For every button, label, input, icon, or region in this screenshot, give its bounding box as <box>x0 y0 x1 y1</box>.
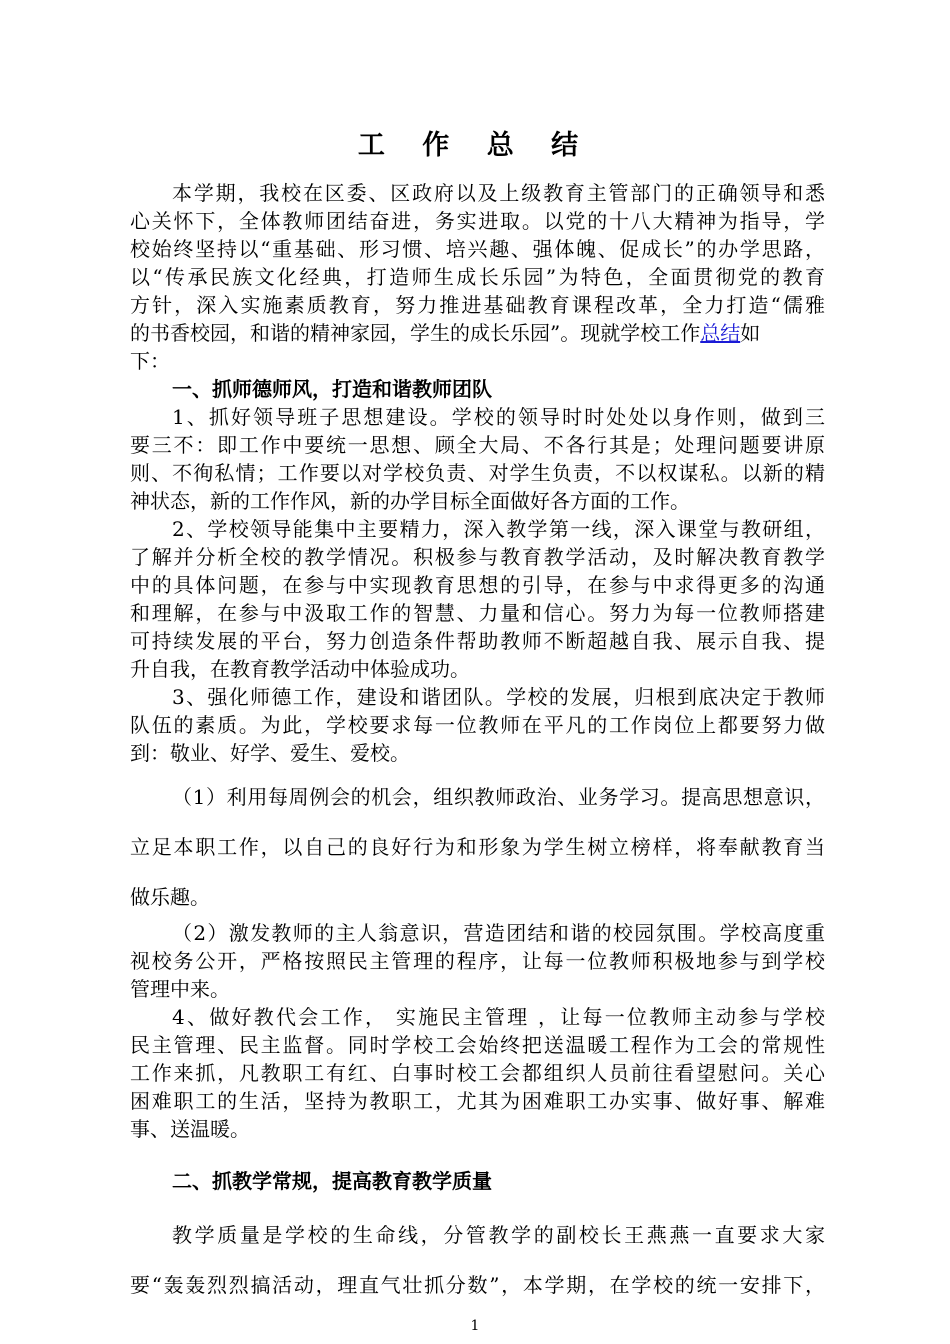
paragraph-line: 则、不徇私情；工作要以对学校负责、对学生负责，不以权谋私。以新的精 <box>130 461 825 485</box>
paragraph-line: 中的具体问题，在参与中实现教育思想的引导，在参与中求得更多的沟通 <box>130 573 825 597</box>
paragraph-line: 升自我，在教育教学活动中体验成功。 <box>130 657 470 681</box>
paragraph-line: 校始终坚持以“重基础、形习惯、培兴趣、强体魄、促成长”的办学思路， <box>130 237 825 261</box>
paragraph-line: 教学质量是学校的生命线，分管教学的副校长王燕燕一直要求大家 <box>172 1223 825 1247</box>
paragraph-line: 困难职工的生活，坚持为教职工，尤其为困难职工办实事、做好事、解难 <box>130 1089 825 1113</box>
paragraph-text: 如 <box>740 321 761 345</box>
paragraph-line: 工作来抓，凡教职工有红、白事时校工会都组织人员前往看望慰问。关心 <box>130 1061 825 1085</box>
paragraph-line: （2）激发教师的主人翁意识，营造团结和谐的校园氛围。学校高度重 <box>172 921 825 945</box>
paragraph-line: 要“轰轰烈烈搞活动，理直气壮抓分数”，本学期，在学校的统一安排下， <box>130 1273 825 1297</box>
paragraph-line: 以“传承民族文化经典，打造师生成长乐园”为特色，全面贯彻党的教育 <box>130 265 825 289</box>
paragraph-line: 立足本职工作，以自己的良好行为和形象为学生树立榜样，将奉献教育当 <box>130 835 825 859</box>
summary-link[interactable]: 总结 <box>700 321 741 345</box>
paragraph-line: 可持续发展的平台，努力创造条件帮助教师不断超越自我、展示自我、提 <box>130 629 825 653</box>
document-title: 工 作 总 结 <box>357 130 593 161</box>
paragraph-line: 和理解，在参与中汲取工作的智慧、力量和信心。努力为每一位教师搭建 <box>130 601 825 625</box>
paragraph-line: 队伍的素质。为此，学校要求每一位教师在平凡的工作岗位上都要努力做 <box>130 713 825 737</box>
paragraph-line: 到：敬业、好学、爱生、爱校。 <box>130 741 410 765</box>
paragraph-line: 做乐趣。 <box>130 885 210 909</box>
page-number: 1 <box>470 1318 480 1334</box>
paragraph-line: 心关怀下，全体教师团结奋进，务实进取。以党的十八大精神为指导，学 <box>130 209 825 233</box>
paragraph-line: 方针，深入实施素质教育，努力推进基础教育课程改革，全力打造“儒雅 <box>130 293 825 317</box>
paragraph-line: 视校务公开，严格按照民主管理的程序，让每一位教师积极地参与到学校 <box>130 949 825 973</box>
paragraph-line: 管理中来。 <box>130 977 230 1001</box>
paragraph-text: 的书香校园，和谐的精神家园，学生的成长乐园”。现就学校工作 <box>130 321 701 345</box>
paragraph-line: 3、强化师德工作，建设和谐团队。学校的发展，归根到底决定于教师 <box>172 685 825 709</box>
paragraph-line: 了解并分析全校的教学情况。积极参与教育教学活动，及时解决教育教学 <box>130 545 825 569</box>
paragraph-line: 要三不：即工作中要统一思想、顾全大局、不各行其是；处理问题要讲原 <box>130 433 825 457</box>
paragraph-line: 本学期，我校在区委、区政府以及上级教育主管部门的正确领导和悉 <box>172 181 825 205</box>
paragraph-line: 4、做好教代会工作， 实施民主管理 ，让每一位教师主动参与学校 <box>172 1005 825 1029</box>
section-heading-2: 二、抓教学常规，提高教育教学质量 <box>172 1169 492 1193</box>
paragraph-line: 2、学校领导能集中主要精力，深入教学第一线，深入课堂与教研组， <box>172 517 825 541</box>
paragraph-line: 下： <box>130 349 170 373</box>
section-heading-1: 一、抓师德师风，打造和谐教师团队 <box>172 377 492 401</box>
paragraph-line: 民主管理、民主监督。同时学校工会始终把送温暖工程作为工会的常规性 <box>130 1033 825 1057</box>
paragraph-line: （1）利用每周例会的机会，组织教师政治、业务学习。提高思想意识， <box>172 785 825 809</box>
paragraph-line: 事、送温暖。 <box>130 1117 250 1141</box>
paragraph-line: 神状态，新的工作作风，新的办学目标全面做好各方面的工作。 <box>130 489 690 513</box>
paragraph-line <box>130 318 825 348</box>
paragraph-line: 1、抓好领导班子思想建设。学校的领导时时处处以身作则，做到三 <box>172 405 825 429</box>
